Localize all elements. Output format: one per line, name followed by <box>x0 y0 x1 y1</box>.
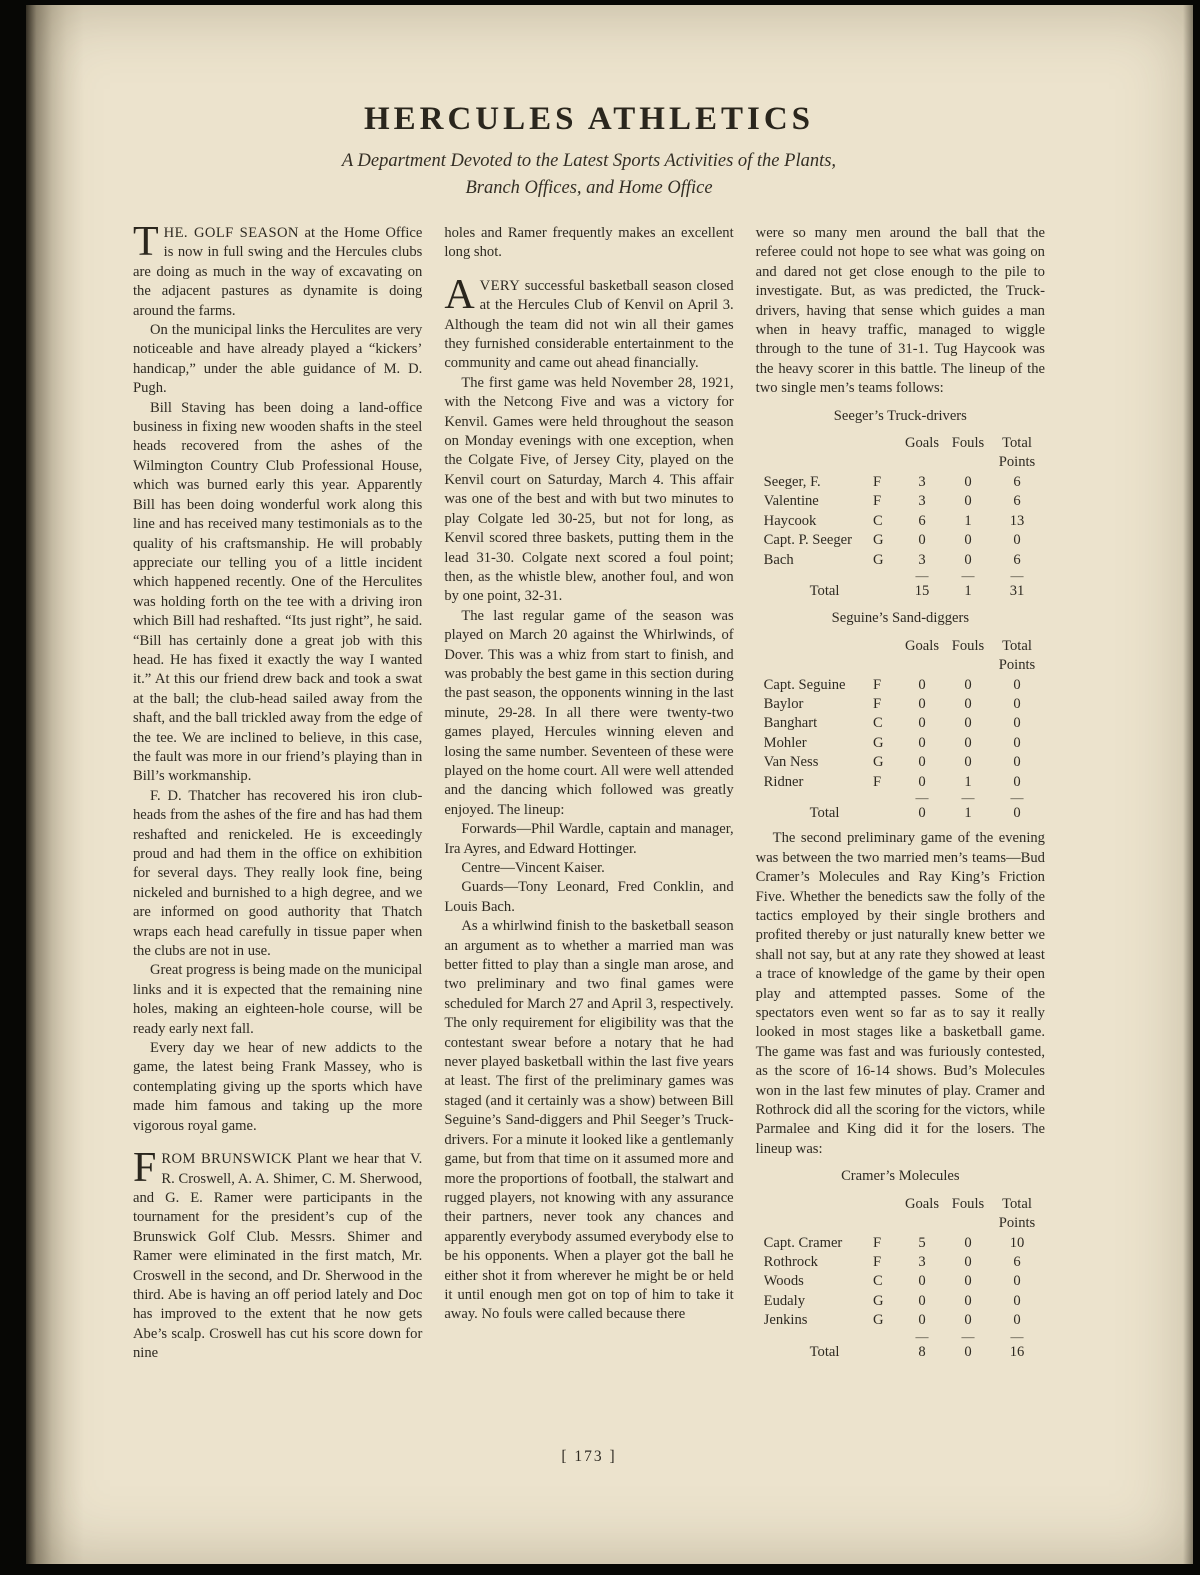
box-score-cell <box>764 792 869 804</box>
box-score-cell: 8 <box>918 1343 926 1360</box>
box-score-rule-row <box>756 1331 1045 1343</box>
drop-cap: T <box>133 219 159 265</box>
box-score-title: Cramer’s Molecules <box>841 1168 960 1185</box>
drop-cap-paragraph: AVERY successful basketball season closed at the Hercules Club of Kenvil on April 3. Although the team did not win all their games they furnished considerable entertainment to the community and came out ahead financially. <box>444 271 734 372</box>
box-score-cell: F <box>872 473 882 490</box>
box-score-cell <box>869 656 899 675</box>
box-score-cell: 0 <box>964 1312 972 1329</box>
box-score-cell: C <box>872 512 883 529</box>
box-score-cell: Goals <box>904 1195 940 1212</box>
box-score-title: Seeger’s Truck-drivers <box>833 407 967 424</box>
box-score-cell: F <box>872 1253 882 1270</box>
box-score-table <box>756 407 1045 602</box>
box-score-cell <box>869 637 899 656</box>
box-score-header <box>756 637 1045 656</box>
box-score-cell <box>945 453 991 472</box>
box-score-cell: Capt. P. Seeger <box>763 532 853 549</box>
box-score-cell: G <box>872 1292 884 1309</box>
box-score-cell: 0 <box>918 773 926 790</box>
paragraph: Forwards—Phil Wardle, captain and manager, Ira Ayres, and Edward Hottinger. <box>444 821 734 857</box>
box-score-row <box>756 512 1045 531</box>
box-score-cell: 3 <box>918 473 926 490</box>
box-score-cell: 0 <box>964 695 972 712</box>
box-score-cell: 15 <box>914 582 930 599</box>
box-score-cell: Points <box>998 657 1036 674</box>
box-score-cell: G <box>872 754 884 771</box>
box-score-cell: G <box>872 551 884 568</box>
box-score-cell <box>764 637 869 656</box>
box-score-cell: — <box>961 569 975 582</box>
box-score-cell: 0 <box>918 695 926 712</box>
box-score-cell: Rothrock <box>763 1253 818 1270</box>
box-score-cell: 0 <box>964 676 972 693</box>
box-score-header <box>756 453 1045 472</box>
box-score-cell: Bach <box>763 551 794 568</box>
box-score-cell: Ridner <box>763 773 804 790</box>
box-score-table <box>756 609 1045 823</box>
box-score-cell: Total <box>1002 637 1032 654</box>
drop-cap-paragraph: THE. GOLF SEASON at the Home Office is now in full swing and the Hercules clubs are doing as much in the way of excavating on the adjacent pastures as dynamite is doing around the farms. <box>133 219 423 319</box>
box-score-cell: Capt. Seguine <box>763 676 846 693</box>
box-score-cell: 0 <box>918 1273 926 1290</box>
paragraph: Centre—Vincent Kaiser. <box>461 860 605 876</box>
box-score-cell <box>869 1195 899 1214</box>
box-score-header <box>756 434 1045 453</box>
box-score-cell: Fouls <box>951 1195 985 1212</box>
paragraph: Bill Staving has been doing a land-office business in fixing new wooden shafts in the steel heads recovered from the ashes of the Wilmington Country Club Professional House, which was burned early this year. Apparently Bill has been doing wonderful work along this line and has received many testimonials as to the quality of his craftsmanship. He will probably appreciate our telling you of a little incident which happened recently. One of the Herculites was holding forth on the tee with a driving iron which Bill had reshafted. “Its just right”, he said. “Bill has certainly done a great job with this head. He has fixed it exactly the way I wanted it.” At this our friend drew back and took a swat at the ball; the club-head sailed away from the shaft, and the ball trickled away from the edge of the tee. We are inclined to believe, in this case, the fault was more in our friend’s playing than in Bill’s workmanship. <box>133 399 423 785</box>
box-score-row <box>756 492 1045 511</box>
paragraph: The second preliminary game of the evening was between the two married men’s teams—Bud Cramer’s Molecules and Ray King’s Friction Five. Whether the benedicts saw the folly of the tactics employed by their single brothers and profited thereby or just naturally knew better we shall not say, but at any rate they showed at least a trace of knowledge of the game by their open play and attempted passes. Some of the spectators even went so far as to say it really looked in most stages like a basketball game. The game was fast and was furiously contested, as the score of 16-14 shows. Bud’s Molecules won in the last few minutes of play. Cramer and Rothrock did all the scoring for the victors, while Parmalee and King did it for the losers. The lineup was: <box>755 830 1045 1157</box>
box-score-cell <box>869 434 899 453</box>
paragraph: On the municipal links the Herculites are very noticeable and have already played a “kickers’ handicap,” under the able guidance of M. D. Pugh. <box>133 322 423 397</box>
box-score-cell: 0 <box>964 1343 972 1360</box>
box-score-cell: 0 <box>964 734 972 751</box>
box-score-cell: 6 <box>918 512 926 529</box>
box-score-cell: G <box>872 532 884 549</box>
box-score-cell: Total <box>1002 1195 1032 1212</box>
box-score-cell: 0 <box>918 754 926 771</box>
box-score-cell: 0 <box>964 754 972 771</box>
box-score-cell: 0 <box>964 532 972 549</box>
subtitle-line-2: Branch Offices, and Home Office <box>465 178 713 198</box>
paragraph: Great progress is being made on the municipal links and it is expected that the remaining nine holes, making an eighteen-hole course, will be ready early next fall. <box>133 962 423 1037</box>
box-score-cell: 6 <box>1013 1253 1021 1270</box>
box-score-cell <box>899 656 945 675</box>
subtitle-line-1: A Department Devoted to the Latest Sports Activities of the Plants, <box>341 151 837 171</box>
box-score-cell: 10 <box>1009 1234 1025 1251</box>
box-score-cell: 3 <box>918 493 926 510</box>
box-score-cell: G <box>872 734 884 751</box>
box-score-row <box>756 1311 1045 1330</box>
box-score-rule-row <box>756 792 1045 804</box>
page-title: HERCULES ATHLETICS <box>363 101 815 137</box>
box-score-cell <box>869 1343 899 1362</box>
box-score-row <box>756 753 1045 772</box>
box-score-cell: Eudaly <box>763 1292 805 1309</box>
paragraph: were so many men around the ball that the referee could not hope to see what was going on and dared not get close enough to the pile to investigate. But, as was predicted, the Truck-drivers, having that sense which guides a man when in heavy traffic, managed to wiggle through to the tune of 31-1. Tug Haycook was the heavy scorer in this battle. The lineup of the two single men’s teams follows: <box>755 225 1045 397</box>
box-score-cell: 1 <box>964 582 972 599</box>
box-score-cell: 0 <box>918 715 926 732</box>
box-score-cell: Baylor <box>763 695 804 712</box>
box-score-cell: 0 <box>1013 715 1021 732</box>
box-score-cell <box>869 453 899 472</box>
box-score-cell: 0 <box>918 532 926 549</box>
box-score-cell: Seeger, F. <box>763 473 821 490</box>
box-score-cell <box>764 434 869 453</box>
paragraph: Every day we hear of new addicts to the game, the latest being Frank Massey, who is contemplating giving up the sports which have made him famous and taking up the more vigorous royal game. <box>133 1040 423 1134</box>
box-score-cell: 0 <box>1013 804 1021 821</box>
box-score-cell: 0 <box>964 1273 972 1290</box>
box-score-cell: 0 <box>964 1292 972 1309</box>
text-column-1 <box>133 219 423 1364</box>
book-binding-edge <box>26 5 84 1564</box>
box-score-cell: 0 <box>1013 532 1021 549</box>
box-score-cell <box>945 1214 991 1233</box>
text-column-2 <box>444 224 733 1325</box>
box-score-cell: 0 <box>1013 773 1021 790</box>
box-score-table <box>756 1167 1045 1362</box>
box-score-cell <box>869 804 899 823</box>
box-score-cell: — <box>915 1330 929 1343</box>
box-score-row <box>756 1253 1045 1272</box>
box-score-cell: Points <box>998 1215 1036 1232</box>
box-score-cell <box>869 1214 899 1233</box>
box-score-cell: 5 <box>918 1234 926 1251</box>
box-score-row <box>756 734 1045 753</box>
box-score-cell: 0 <box>1013 1273 1021 1290</box>
box-score-cell: 0 <box>918 804 926 821</box>
box-score-cell <box>764 656 869 675</box>
box-score-cell: Total <box>809 1343 840 1360</box>
text-columns <box>133 219 1045 1368</box>
box-score-cell: Total <box>809 804 840 821</box>
box-score-header <box>756 1195 1045 1214</box>
page-number: [ 173 ] <box>561 1448 617 1465</box>
box-score-header <box>756 1214 1045 1233</box>
box-score-cell: F <box>872 676 882 693</box>
box-score-cell: 0 <box>918 734 926 751</box>
page-right-edge <box>1183 5 1193 1564</box>
box-score-cell: 0 <box>964 473 972 490</box>
box-score-row <box>756 1292 1045 1311</box>
box-score-cell: C <box>872 715 883 732</box>
box-score-cell <box>764 453 869 472</box>
box-score-cell: 1 <box>964 512 972 529</box>
box-score-cell: F <box>872 695 882 712</box>
paragraph: The first game was held November 28, 1921, with the Netcong Five and was a victory for Kenvil. Games were held throughout the season on Monday evenings with one exception, when the Colgate Five, of Jersey City, played on the Kenvil court on Saturday, March 4. This affair was one of the best and with but two minutes to play Colgate led 30-25, but not for long, as Kenvil scored three baskets, putting them in the lead 31-30. Colgate next scored a foul point; then, as the whistle blew, another foul, and won by one point, 32-31. <box>444 374 734 605</box>
box-score-cell: Capt. Cramer <box>763 1234 843 1251</box>
box-score-cell: — <box>1010 1330 1024 1343</box>
drop-cap: F <box>133 1145 157 1192</box>
box-score-cell: 0 <box>1013 1312 1021 1329</box>
box-score-total-row <box>756 804 1045 823</box>
box-score-cell: Goals <box>904 435 940 452</box>
box-score-cell: 0 <box>964 493 972 510</box>
box-score-cell: 1 <box>964 773 972 790</box>
box-score-rule-row <box>756 570 1045 582</box>
box-score-row <box>756 1272 1045 1291</box>
box-score-cell: Jenkins <box>763 1312 808 1329</box>
box-score-row <box>756 551 1045 570</box>
box-score-row <box>756 773 1045 792</box>
box-score-cell: Total <box>1002 435 1032 452</box>
box-score-cell: 13 <box>1009 512 1025 529</box>
box-score-row <box>756 1234 1045 1253</box>
box-score-title: Seguine’s Sand-diggers <box>831 610 970 627</box>
box-score-cell: Haycook <box>763 512 817 529</box>
box-score-cell: 6 <box>1013 473 1021 490</box>
box-score-cell: Woods <box>763 1273 804 1290</box>
box-score-cell: 0 <box>918 1312 926 1329</box>
box-score-cell <box>764 1331 869 1343</box>
box-score-cell: — <box>1010 791 1024 804</box>
box-score-header <box>756 656 1045 675</box>
box-score-cell: Points <box>998 454 1036 471</box>
box-score-cell <box>869 1331 899 1343</box>
box-score-cell <box>869 570 899 582</box>
box-score-cell: — <box>961 791 975 804</box>
box-score-cell: 0 <box>918 1292 926 1309</box>
page-subtitle <box>133 148 1045 202</box>
drop-cap-paragraph: FROM BRUNSWICK Plant we hear that V. R. Croswell, A. A. Shimer, C. M. Sherwood, and G. E. Ramer were participants in the tournament for the president’s cup of the Brunswick Golf Club. Messrs. Shimer and Ramer were eliminated in the first match, Mr. Croswell in the second, and Dr. Sherwood in the third. Abe is having an off period lately and Doc has improved to the extent that he now gets Abe’s scalp. Croswell has cut his score down for nine <box>133 1145 423 1362</box>
paragraph: Guards—Tony Leonard, Fred Conklin, and Louis Bach. <box>444 879 734 915</box>
magazine-page <box>26 5 1193 1564</box>
drop-cap: A <box>444 271 475 318</box>
box-score-cell: F <box>872 1234 882 1251</box>
box-score-cell: — <box>1010 569 1024 582</box>
box-score-cell: 3 <box>918 551 926 568</box>
box-score-cell: G <box>872 1312 884 1329</box>
box-score-cell <box>764 1195 869 1214</box>
box-score-cell: Banghart <box>763 715 818 732</box>
box-score-row <box>756 676 1045 695</box>
box-score-cell: 31 <box>1009 582 1025 599</box>
box-score-cell <box>899 1214 945 1233</box>
box-score-cell: 6 <box>1013 493 1021 510</box>
box-score-cell: Fouls <box>951 637 985 654</box>
box-score-cell: — <box>915 569 929 582</box>
box-score-cell <box>899 453 945 472</box>
box-score-cell: C <box>872 1273 883 1290</box>
paragraph: F. D. Thatcher has recovered his iron club-heads from the ashes of the fire and has had them reshafted and renickeled. He is exceedingly proud and had them in the office on exhibition for several days. They really look fine, being nickeled and burnished to a high degree, and we are informed on good authority that Thatch wraps each head carefully in tissue paper when the clubs are not in use. <box>133 787 423 960</box>
box-score-cell <box>869 582 899 601</box>
box-score-cell: Valentine <box>763 493 819 510</box>
box-score-cell: F <box>872 773 882 790</box>
page-content <box>133 5 1045 1368</box>
box-score-cell: — <box>961 1330 975 1343</box>
box-score-cell <box>869 792 899 804</box>
box-score-cell <box>764 1214 869 1233</box>
box-score-cell: 0 <box>1013 754 1021 771</box>
box-score-cell <box>764 570 869 582</box>
box-score-cell: Fouls <box>951 435 985 452</box>
box-score-cell: 0 <box>1013 734 1021 751</box>
box-score-cell: F <box>872 493 882 510</box>
box-score-cell: Van Ness <box>763 754 819 771</box>
paragraph: The last regular game of the season was played on March 20 against the Whirlwinds, of Dover. This was a whiz from start to finish, and was probably the best game in this section during the past season, the opponents winning in the last minute, 29-28. In all there were twenty-two games played, Hercules winning eleven and losing the same number. Seventeen of these were played on the home court. All were well attended and the dancing which followed was greatly enjoyed. The lineup: <box>444 607 734 818</box>
box-score-cell <box>945 656 991 675</box>
box-score-cell: 3 <box>918 1253 926 1270</box>
box-score-cell: 0 <box>964 715 972 732</box>
box-score-cell: 0 <box>1013 1292 1021 1309</box>
box-score-cell: 0 <box>964 551 972 568</box>
paragraph: As a whirlwind finish to the basketball season an argument as to whether a married man was better fitted to play than a single man arose, and two preliminary and two final games were scheduled for March 27 and April 3, respectively. The only requirement for eligibility was that the contestant swear before a notary that he had never played basketball within the last five years at least. The first of the preliminary games was staged (and it certainly was a show) between Bill Seguine’s Sand-diggers and Phil Seeger’s Truck-drivers. For a minute it looked like a gentlemanly game, but from that time on it assumed more and more the proportions of football, the stalwart and rugged players, not knowing with any assurance their partners, never took any chances and apparently everybody assumed everybody else to be his opponents. When a player got the ball he either shot it from wherever he might be or held it until enough men got on top of him to take it away. No fouls were called because there <box>444 918 734 1323</box>
box-score-row <box>756 695 1045 714</box>
box-score-cell: Goals <box>904 637 940 654</box>
box-score-row <box>756 473 1045 492</box>
paragraph: holes and Ramer frequently makes an excellent long shot. <box>444 225 734 261</box>
box-score-cell: 0 <box>918 676 926 693</box>
box-score-row <box>756 531 1045 550</box>
lead-caps: ROM BRUNSWICK <box>161 1151 293 1168</box>
box-score-cell: 16 <box>1009 1343 1025 1360</box>
box-score-row <box>756 714 1045 733</box>
box-score-total-row <box>756 582 1045 601</box>
box-score-cell: 1 <box>964 804 972 821</box>
box-score-cell: Total <box>809 582 840 599</box>
box-score-cell: 0 <box>1013 695 1021 712</box>
text-column-3 <box>756 224 1045 1368</box>
lead-caps: HE. GOLF SEASON <box>163 225 299 241</box>
box-score-cell: Mohler <box>763 734 807 751</box>
box-score-cell: 0 <box>964 1234 972 1251</box>
box-score-total-row <box>756 1343 1045 1362</box>
lead-caps: VERY <box>479 277 521 294</box>
box-score-cell: 6 <box>1013 551 1021 568</box>
box-score-cell: — <box>915 791 929 804</box>
box-score-cell: 0 <box>964 1253 972 1270</box>
box-score-cell: 0 <box>1013 676 1021 693</box>
